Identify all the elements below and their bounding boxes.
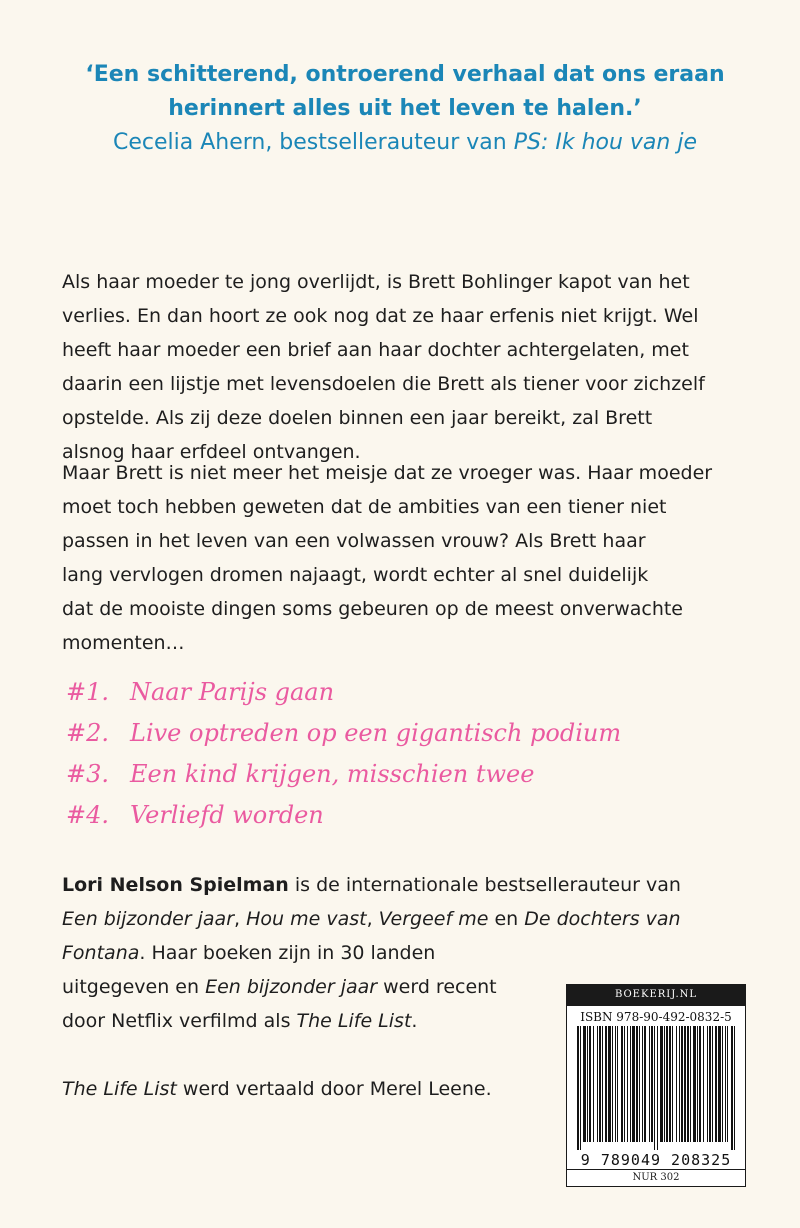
barcode-bar [627, 1026, 628, 1142]
bio-text: . [411, 1010, 418, 1032]
bio-text: is de internationale bestsellerauteur van [288, 874, 681, 896]
p1-line: daarin een lijstje met levensdoelen die Brett als tiener voor zichzelf [62, 373, 705, 395]
bio-line-4 [62, 970, 497, 1004]
barcode-bar [707, 1026, 708, 1142]
barcode-bar [669, 1026, 671, 1142]
barcode-bar [639, 1026, 640, 1142]
quote-line-2: herinnert alles uit het leven te halen.’ [168, 96, 642, 121]
barcode-bar [630, 1026, 631, 1142]
life-list [66, 672, 746, 836]
barcode-bar [664, 1026, 665, 1142]
book-title: The Life List [296, 1010, 412, 1032]
life-list-number: #1. [66, 678, 110, 706]
book-title: Vergeef me [378, 908, 489, 930]
barcode-bar [602, 1026, 603, 1142]
translator-credit [62, 1072, 492, 1106]
bio-line-1 [62, 868, 681, 902]
attribution-book-title: PS: Ik hou van je [513, 130, 698, 155]
bio-text: , [366, 908, 379, 930]
barcode-bar [617, 1026, 618, 1142]
barcode-bar [605, 1026, 607, 1142]
bio-text: uitgegeven en [62, 976, 206, 998]
barcode-bar [644, 1026, 646, 1142]
barcode-bar [660, 1026, 663, 1142]
barcode-bar [651, 1026, 653, 1142]
barcode-bar [684, 1026, 686, 1142]
p2-line: passen in het leven van een volwassen vrouw? Als Brett haar [62, 530, 646, 552]
author-name: Lori Nelson Spielman [62, 874, 289, 896]
barcode-bar [725, 1026, 726, 1142]
p2-line: moet toch hebben geweten dat de ambities van een tiener niet [62, 496, 667, 518]
book-title: De dochters van [524, 908, 681, 930]
p1-line: opstelde. Als zij deze doelen binnen een jaar bereikt, zal Brett [62, 407, 653, 429]
barcode-bar [649, 1026, 650, 1142]
barcode-bar [715, 1026, 717, 1142]
barcode-bar [697, 1026, 698, 1142]
blurb-quote [60, 58, 750, 160]
life-list-item [66, 754, 746, 795]
barcode-bar [580, 1026, 581, 1150]
quote-line-1: ‘Een schitterend, ontroerend verhaal dat ons eraan [85, 62, 725, 87]
p1-line: Als haar moeder te jong overlijdt, is Brett Bohlinger kapot van het [62, 271, 690, 293]
life-list-text: Verliefd worden [130, 801, 324, 829]
attribution-prefix: Cecelia Ahern, bestsellerauteur van [112, 130, 514, 155]
barcode-bar [718, 1026, 721, 1142]
p1-line: heeft haar moeder een brief aan haar dochter achtergelaten, met [62, 339, 689, 361]
barcode-bar [597, 1026, 598, 1142]
barcode-bar [636, 1026, 638, 1142]
bio-line-2 [62, 902, 681, 936]
quote-attribution [60, 126, 750, 160]
life-list-item [66, 795, 746, 836]
barcode-icon [575, 1026, 737, 1150]
barcode-bar [679, 1026, 680, 1142]
p2-line: dat de mooiste dingen soms gebeuren op de meest onverwachte [62, 598, 683, 620]
barcode-bar [666, 1026, 668, 1142]
book-title: The Life List [62, 1078, 177, 1100]
ean-number: 9 789049 208325 [580, 1151, 732, 1169]
barcode-bar [642, 1026, 643, 1142]
bio-line-3 [62, 936, 435, 970]
barcode-bar [690, 1026, 691, 1142]
barcode-bar [712, 1026, 713, 1142]
barcode-bar [608, 1026, 611, 1142]
barcode-bar [699, 1026, 701, 1142]
barcode-bar [657, 1026, 658, 1150]
life-list-item [66, 672, 746, 713]
barcode-bar [612, 1026, 613, 1142]
barcode-bar [693, 1026, 696, 1142]
p2-line: momenten… [62, 632, 185, 654]
credit-text: werd vertaald door Merel Leene. [176, 1078, 492, 1100]
publisher-label: BOEKERIJ.NL [566, 984, 746, 1006]
barcode-bar [672, 1026, 673, 1142]
p2-line: Maar Brett is niet meer het meisje dat ze vroeger was. Haar moeder [62, 462, 713, 484]
bio-line-5 [62, 1004, 417, 1038]
p1-line: verlies. En dan hoort ze ook nog dat ze haar erfenis niet krijgt. Wel [62, 305, 699, 327]
barcode-bar [621, 1026, 623, 1142]
barcode-bar [703, 1026, 704, 1142]
book-title: Een bijzonder jaar [62, 908, 235, 930]
life-list-number: #4. [66, 801, 110, 829]
book-title: Hou me vast [246, 908, 367, 930]
life-list-text: Live optreden op een gigantisch podium [130, 719, 622, 747]
barcode-bar [731, 1026, 733, 1150]
bio-text: door Netflix verfilmd als [62, 1010, 297, 1032]
p1-line: alsnog haar erfdeel ontvangen. [62, 441, 361, 463]
barcode-bar [676, 1026, 677, 1142]
bio-text: , [234, 908, 247, 930]
life-list-text: Naar Parijs gaan [130, 678, 335, 706]
isbn-number: ISBN 978-90-492-0832-5 [580, 1010, 732, 1024]
book-title: Een bijzonder jaar [205, 976, 378, 998]
bio-text: . Haar boeken zijn in 30 landen [139, 942, 436, 964]
barcode-bar [577, 1026, 579, 1150]
synopsis-paragraph-2 [62, 456, 752, 660]
barcode-bar [709, 1026, 711, 1142]
p2-line: lang vervlogen dromen najaagt, wordt echter al snel duidelijk [62, 564, 649, 586]
nur-code: NUR 302 [567, 1169, 745, 1186]
barcode-bar [589, 1026, 591, 1142]
barcode-bar [681, 1026, 683, 1142]
barcode-bar [722, 1026, 723, 1142]
life-list-number: #3. [66, 760, 110, 788]
synopsis-paragraph-1 [62, 265, 752, 469]
life-list-text: Een kind krijgen, misschien twee [130, 760, 535, 788]
barcode-block [566, 984, 746, 1187]
barcode-bar [599, 1026, 601, 1142]
bio-text: en [488, 908, 525, 930]
isbn-box [566, 1006, 746, 1187]
bio-text: werd recent [377, 976, 497, 998]
life-list-item [66, 713, 746, 754]
barcode-bar [583, 1026, 586, 1142]
life-list-number: #2. [66, 719, 110, 747]
barcode-bar [727, 1026, 728, 1142]
barcode-bar [624, 1026, 625, 1142]
barcode-bar [587, 1026, 588, 1142]
barcode-bar [687, 1026, 689, 1142]
barcode-bar [734, 1026, 735, 1150]
barcode-bar [654, 1026, 655, 1150]
barcode-bar [632, 1026, 635, 1142]
book-title: Fontana [62, 942, 140, 964]
barcode-bar [593, 1026, 594, 1142]
barcode-bar [615, 1026, 616, 1142]
